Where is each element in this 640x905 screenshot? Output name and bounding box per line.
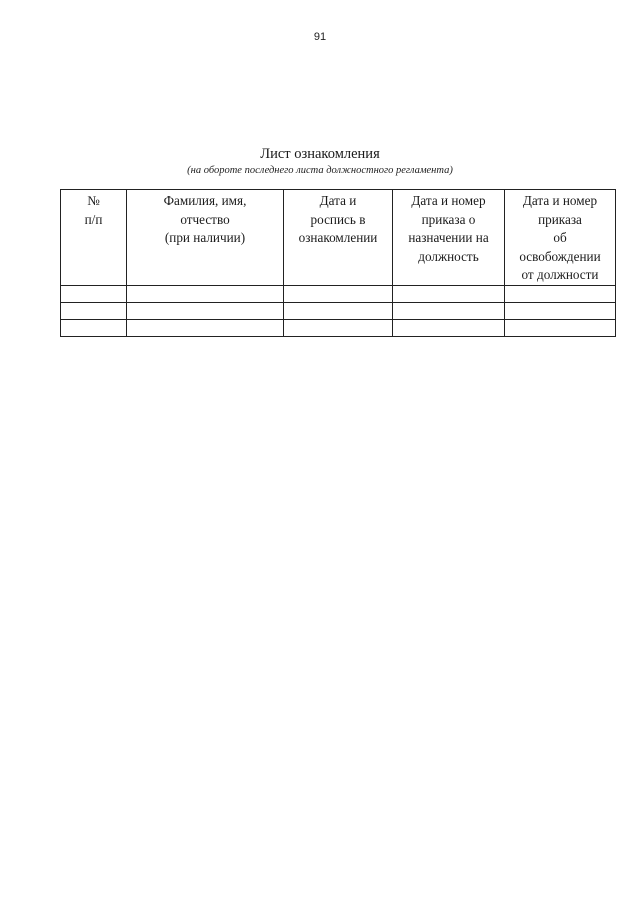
table-cell[interactable] bbox=[127, 285, 284, 302]
acknowledgement-table bbox=[60, 189, 616, 337]
table-cell[interactable] bbox=[61, 285, 127, 302]
table-header bbox=[61, 190, 616, 286]
header-cell-number: № п/п bbox=[61, 190, 127, 286]
document-title: Лист ознакомления bbox=[260, 146, 380, 162]
table-cell[interactable] bbox=[284, 285, 393, 302]
table-cell[interactable] bbox=[505, 319, 616, 336]
table-cell[interactable] bbox=[61, 319, 127, 336]
table-body bbox=[61, 285, 616, 336]
table-row bbox=[61, 319, 616, 336]
table-cell[interactable] bbox=[127, 302, 284, 319]
table-cell[interactable] bbox=[284, 302, 393, 319]
header-row bbox=[61, 190, 616, 286]
table-row bbox=[61, 302, 616, 319]
table-cell[interactable] bbox=[505, 302, 616, 319]
table-row bbox=[61, 285, 616, 302]
table-cell[interactable] bbox=[127, 319, 284, 336]
table-cell[interactable] bbox=[61, 302, 127, 319]
table-cell[interactable] bbox=[393, 302, 505, 319]
header-cell-full-name: Фамилия, имя, отчество (при наличии) bbox=[127, 190, 284, 286]
table-cell[interactable] bbox=[393, 319, 505, 336]
header-cell-appointment-order: Дата и номер приказа о назначении на должность bbox=[393, 190, 505, 286]
table-cell[interactable] bbox=[284, 319, 393, 336]
header-cell-dismissal-order: Дата и номер приказа об освобождении от должности bbox=[505, 190, 616, 286]
page-number: 91 bbox=[313, 31, 327, 43]
table-cell[interactable] bbox=[505, 285, 616, 302]
table-cell[interactable] bbox=[393, 285, 505, 302]
header-cell-date-signature: Дата и роспись в ознакомлении bbox=[284, 190, 393, 286]
document-subtitle: (на обороте последнего листа должностного регламента) bbox=[187, 165, 453, 176]
